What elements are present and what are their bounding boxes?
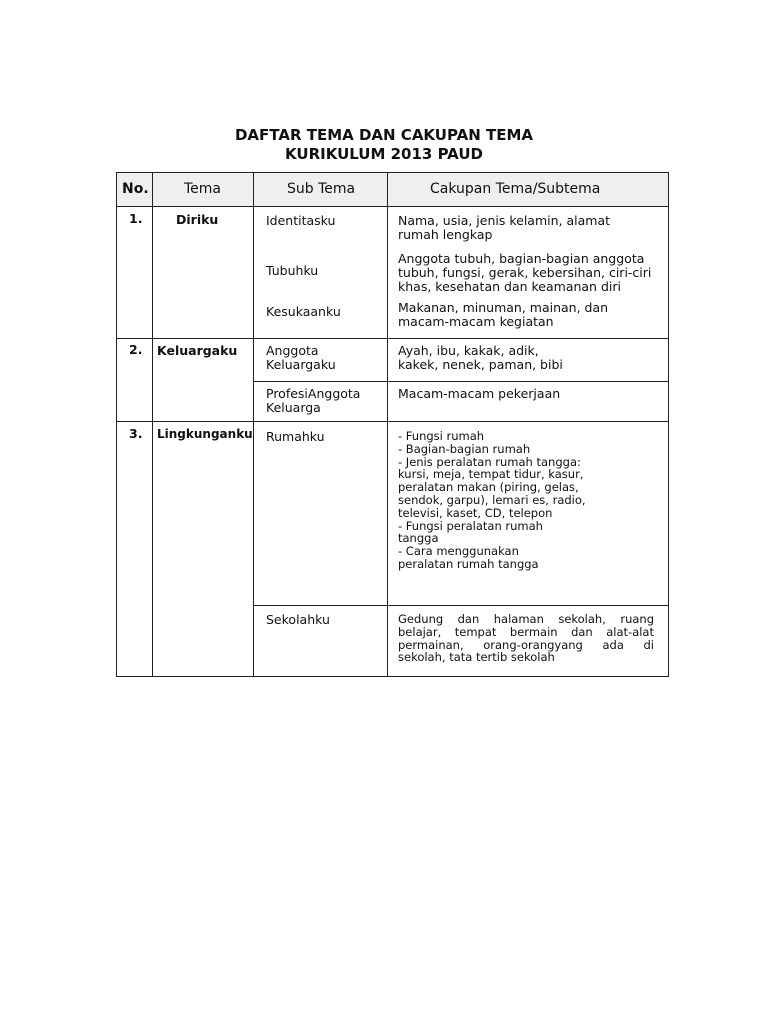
theme-table [116,172,669,677]
document-title-line-1: DAFTAR TEMA DAN CAKUPAN TEMA [234,126,533,144]
sub-tema-cell: Kesukaanku [266,304,341,319]
sub-tema-cell: Identitasku [266,213,336,228]
row-divider [117,421,668,422]
sub-tema-cell: Tubuhku [266,263,319,278]
column-divider [152,173,153,676]
sub-tema-cell: Anggota Keluargaku [266,343,336,372]
cakupan-cell: Anggota tubuh, bagian-bagian anggota tubuh, fungsi, gerak, kebersihan, ciri-ciri khas, kesehatan dan keamanan diri [398,251,652,294]
header-no: No. [122,181,149,197]
header-tema: Tema [184,181,222,197]
document-title-line-2: KURIKULUM 2013 PAUD [285,145,483,163]
row-divider [253,605,668,606]
tema-cell: Keluargaku [157,343,238,358]
row-divider [253,381,668,382]
tema-cell: Lingkunganku [157,427,253,441]
row-number: 2. [129,342,143,357]
row-number: 1. [129,211,143,226]
header-sub-tema: Sub Tema [287,181,356,197]
column-divider [387,173,388,676]
row-number: 3. [129,426,143,441]
cakupan-cell: Macam-macam pekerjaan [398,386,561,401]
column-divider [253,173,254,676]
cakupan-cell: Gedung dan halaman sekolah, ruang belajar, tempat bermain dan alat-alat permainan, orang-orangyang ada di sekolah, tata tertib sekolah [398,612,654,665]
header-cakupan: Cakupan Tema/Subtema [430,181,601,197]
row-divider [117,338,668,339]
cakupan-cell: Ayah, ibu, kakak, adik, kakek, nenek, paman, bibi [398,343,563,372]
cakupan-cell: Makanan, minuman, mainan, dan macam-macam kegiatan [398,300,609,329]
cakupan-cell: Nama, usia, jenis kelamin, alamat rumah lengkap [398,213,611,242]
tema-cell: Diriku [176,212,219,227]
sub-tema-cell: Rumahku [266,429,325,444]
sub-tema-cell: ProfesiAnggota Keluarga [266,386,361,415]
sub-tema-cell: Sekolahku [266,612,330,627]
cakupan-cell: - Fungsi rumah - Bagian-bagian rumah - Jenis peralatan rumah tangga: kursi, meja, tempat tidur, kasur, peralatan makan (piring, gelas, sendok, garpu), lemari es, radio, televisi, kaset, CD, telepon - Fungsi peralatan rumah tangga - Cara menggunakan peralatan rumah tangga [398,429,586,571]
